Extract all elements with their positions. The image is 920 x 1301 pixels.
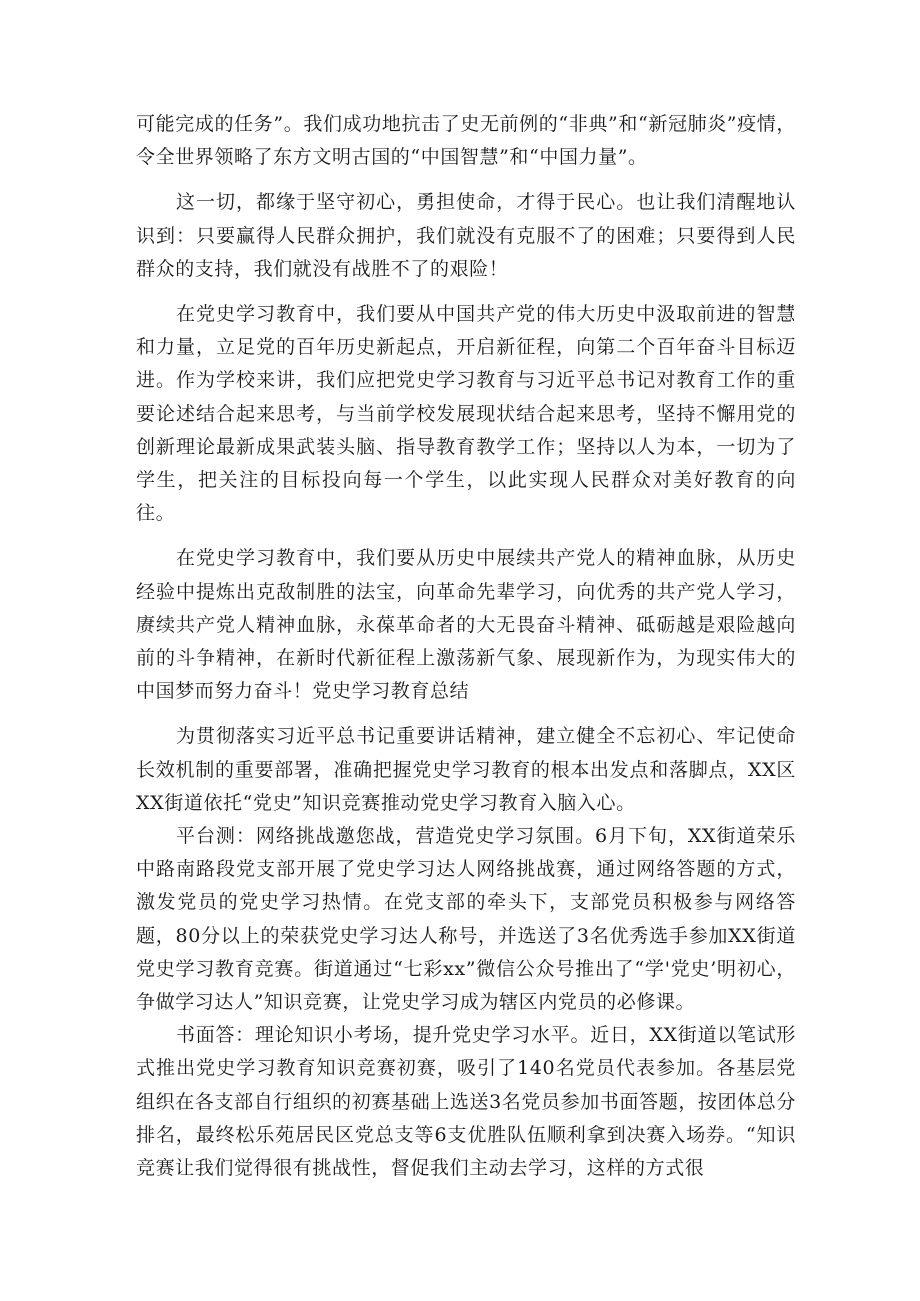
- document-body: [136, 108, 796, 1185]
- paragraph-1: 可能完成的任务”。我们成功地抗击了史无前例的“非典”和“新冠肺炎”疫情，令全世界领略了东方文明古国的“中国智慧”和“中国力量”。: [136, 113, 796, 169]
- paragraph-2: 这一切，都缘于坚守初心，勇担使命，才得于民心。也让我们清醒地认识到：只要赢得人民群众拥护，我们就没有克服不了的困难；只要得到人民群众的支持，我们就没有战胜不了的艰险！: [136, 191, 796, 280]
- paragraph-7: 书面答：理论知识小考场，提升党史学习水平。近日，XX街道以笔试形式推出党史学习教育知识竞赛初赛，吸引了140名党员代表参加。各基层党组织在各支部自行组织的初赛基础上选送3名党员参加书面答题，按团体总分排名，最终松乐苑居民区党总支等6支优胜队伍顺利拿到决赛入场券。“知识竞赛让我们觉得很有挑战性，督促我们主动去学习，这样的方式很: [136, 1024, 796, 1180]
- paragraph-4: 在党史学习教育中，我们要从历史中展续共产党人的精神血脉，从历史经验中提炼出克敌制胜的法宝，向革命先辈学习，向优秀的共产党人学习，赓续共产党人精神血脉，永葆革命者的大无畏奋斗精神、砥砺越是艰险越向前的斗争精神，在新时代新征程上激荡新气象、展现新作为，为现实伟大的中国梦而努力奋斗！党史学习教育总结: [136, 547, 796, 703]
- paragraph-6: 平台测：网络挑战邀您战，营造党史学习氛围。6月下旬，XX街道荣乐中路南路段党支部开展了党史学习达人网络挑战赛，通过网络答题的方式，激发党员的党史学习热情。在党支部的牵头下，支部党员积极参与网络答题，80分以上的荣获党史学习达人称号，并选送了3名优秀选手参加XX街道党史学习教育竞赛。街道通过“七彩xx”微信公众号推出了“学'党史’明初心，争做学习达人”知识竞赛，让党史学习成为辖区内党员的必修课。: [136, 825, 796, 1014]
- paragraph-3: 在党史学习教育中，我们要从中国共产党的伟大历史中汲取前进的智慧和力量，立足党的百年历史新起点，开启新征程，向第二个百年奋斗目标迈进。作为学校来讲，我们应把党史学习教育与习近平总书记对教育工作的重要论述结合起来思考，与当前学校发展现状结合起来思考，坚持不懈用党的创新理论最新成果武装头脑、指导教育教学工作；坚持以人为本，一切为了学生，把关注的目标投向每一个学生，以此实现人民群众对美好教育的向往。: [136, 303, 796, 525]
- paragraph-5: 为贯彻落实习近平总书记重要讲话精神，建立健全不忘初心、牢记使命长效机制的重要部署，准确把握党史学习教育的根本出发点和落脚点，XX区XX街道依托“党史”知识竞赛推动党史学习教育入脑入心。: [136, 725, 796, 814]
